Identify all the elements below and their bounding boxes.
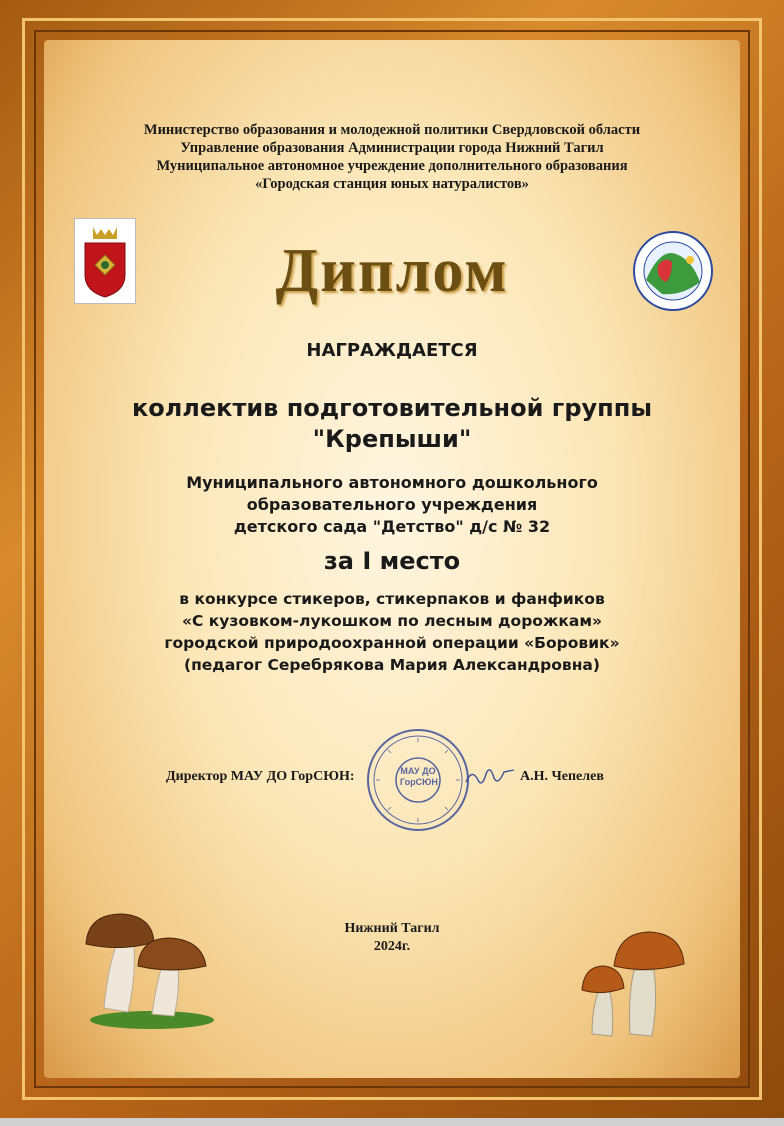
mushrooms-right-icon: [578, 926, 690, 1038]
contest-line2: «С кузовком-лукошком по лесным дорожкам»: [181, 612, 603, 630]
institution-line3: детского сада "Детство" д/с № 32: [233, 517, 551, 536]
contest-line3: городской природоохранной операции «Боровик»: [164, 634, 620, 652]
awarded-label: НАГРАЖДАЕТСЯ: [306, 340, 478, 361]
bottom-strip: [0, 1118, 784, 1126]
diploma-title: Диплом: [275, 237, 509, 305]
header-station: «Городская станция юных натуралистов»: [255, 176, 529, 192]
official-stamp-icon: [364, 726, 472, 834]
institution-line2: образовательного учреждения: [246, 495, 538, 514]
institution-line1: Муниципального автономного дошкольного: [186, 473, 598, 492]
footer-city: Нижний Тагил: [344, 921, 440, 936]
recipient-line1: коллектив подготовительной группы: [131, 394, 653, 422]
director-position: Директор МАУ ДО ГорСЮН:: [166, 769, 355, 784]
director-name: А.Н. Чепелев: [520, 769, 604, 784]
contest-teacher: (педагог Серебрякова Мария Александровна): [184, 656, 600, 674]
header-ministry: Министерство образования и молодежной политики Свердловской области: [143, 122, 641, 138]
contest-line1: в конкурсе стикеров, стикерпаков и фанфиков: [179, 590, 605, 608]
footer-year: 2024г.: [373, 939, 411, 954]
recipient-group-name: "Крепыши": [312, 425, 472, 453]
signature-scribble-icon: [462, 762, 518, 790]
stamp-text: МАУ ДО ГорСЮН: [400, 766, 438, 787]
header-department: Управление образования Администрации города Нижний Тагил: [180, 140, 604, 156]
mushrooms-left-icon: [82, 908, 222, 1030]
header-institution: Муниципальное автономное учреждение дополнительного образования: [156, 158, 628, 174]
place-label: за I место: [323, 547, 461, 575]
